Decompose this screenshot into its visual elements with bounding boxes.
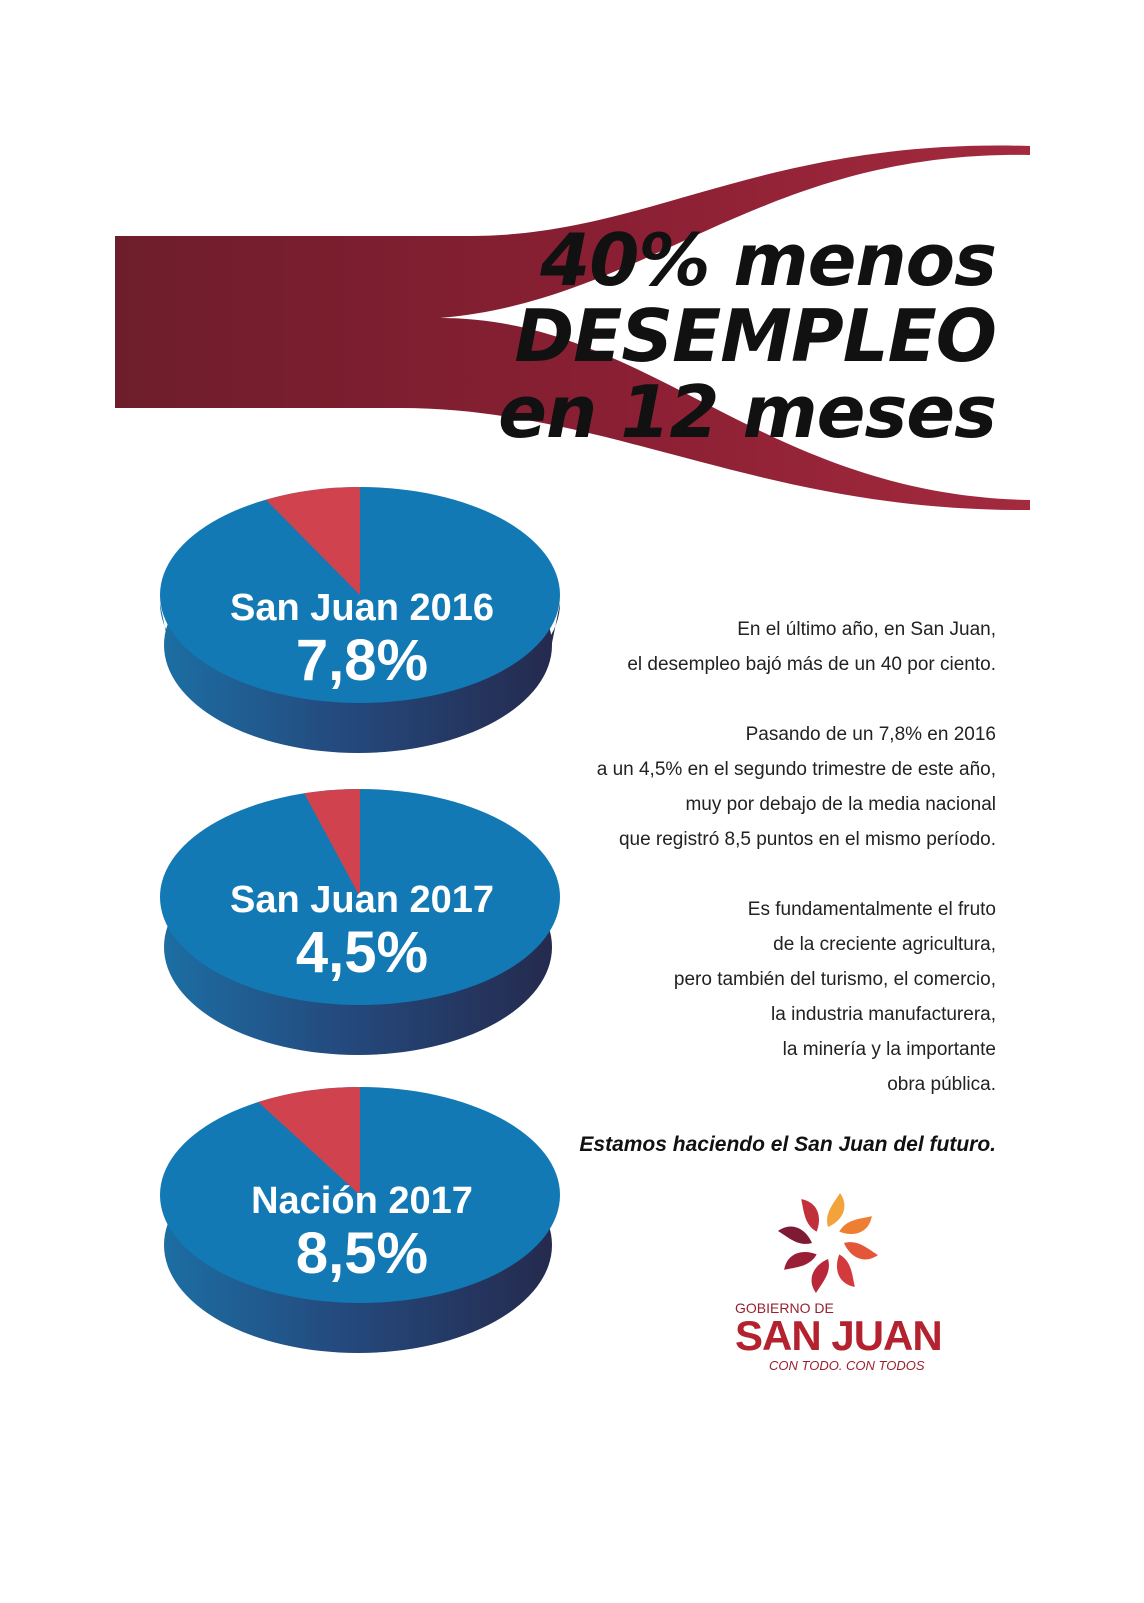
logo-petal [839, 1207, 875, 1243]
pie-label: San Juan 2016 [229, 587, 495, 629]
logo-petal [781, 1243, 817, 1279]
paragraph-3 [436, 892, 996, 1102]
text-line: En el último año, en San Juan, [737, 619, 996, 640]
logo-petal [844, 1242, 878, 1259]
text-line: pero también del turismo, el comercio, [673, 969, 996, 990]
slogan: Estamos haciendo el San Juan del futuro. [579, 1133, 996, 1156]
text-line: la industria manufacturera, [771, 1004, 996, 1025]
pie-label: Nación 2017 [251, 1180, 473, 1222]
text-line: Pasando de un 7,8% en 2016 [745, 724, 996, 745]
text-line: de la creciente agricultura, [773, 934, 996, 955]
logo-main-text: SAN JUAN [735, 1312, 942, 1359]
paragraph-1 [436, 612, 996, 682]
logo-petal [827, 1193, 844, 1227]
text-line: Es fundamentalmente el fruto [747, 899, 996, 920]
headline [498, 218, 996, 454]
logo-petal [778, 1227, 812, 1244]
text-line: que registró 8,5 puntos en el mismo período. [618, 829, 996, 850]
logo-tagline: CON TODO. CON TODOS [769, 1358, 925, 1373]
text-line: muy por debajo de la media nacional [685, 794, 996, 815]
logo-petal [792, 1196, 828, 1232]
headline-line-1: 40% menos [540, 218, 996, 302]
headline-line-2: DESEMPLEO [514, 294, 996, 378]
sun-flower-logo-icon [773, 1188, 883, 1298]
logo-petal [812, 1259, 829, 1293]
text-line: el desempleo bajó más de un 40 por ciento. [627, 654, 996, 675]
gobierno-san-juan-logo [735, 1188, 945, 1373]
logo-petal [828, 1254, 864, 1290]
headline-line-3: en 12 meses [498, 370, 996, 454]
pie-value-label: 4,5% [295, 920, 429, 985]
pie-label: San Juan 2017 [229, 879, 495, 921]
pie-value-label: 8,5% [295, 1221, 429, 1286]
text-line: a un 4,5% en el segundo trimestre de este año, [596, 759, 996, 780]
text-line: obra pública. [887, 1074, 996, 1095]
body-text [436, 612, 996, 1137]
text-line: la minería y la importante [782, 1039, 996, 1060]
pie-value-label: 7,8% [295, 628, 429, 693]
paragraph-2 [436, 717, 996, 857]
logo-top-text: GOBIERNO DE [735, 1300, 834, 1316]
